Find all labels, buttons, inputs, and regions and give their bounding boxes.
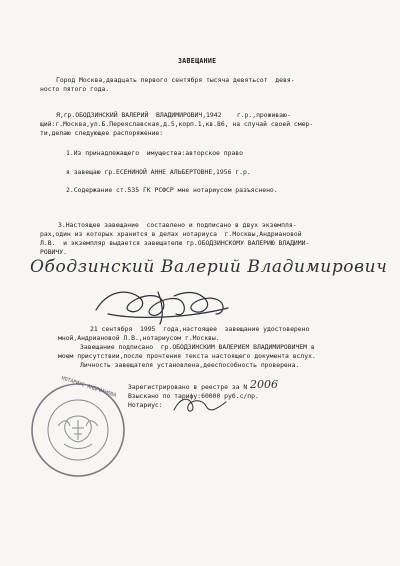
testator-signature <box>88 280 238 328</box>
certification-line-5: Личность завещателя установлена,дееспособность проверена. <box>80 361 300 369</box>
seal-text: НОТАРИУС АНДРИАНОВА <box>60 375 117 399</box>
registry-number-handwritten: 2006 <box>250 378 278 391</box>
certification-line-4: моем присутствии,после прочтения текста настоящего документа вслух. <box>58 352 316 360</box>
item-3-line-4: РОВИЧУ. <box>40 248 67 256</box>
document-title: ЗАВЕЩАНИЕ <box>178 57 217 65</box>
testator-line-1: Я,гр.ОБОДЗИНСКИЙ ВАЛЕРИЙ ВЛАДИМИРОВИЧ,1942 г.р.,проживаю- <box>56 111 291 119</box>
fee-line: Взыскано по тарифу:60000 руб.с/пр. <box>128 392 259 400</box>
certification-line-2: мной,Андриановой Л.В.,нотариусом г.Москвы. <box>58 334 220 342</box>
item-2: 2.Содержание ст.535 ГК РСФСР мне нотариусом разъяснено. <box>66 186 278 194</box>
certification-line-1: 21 сентября 1995 года,настоящее завещание удостоверено <box>90 325 310 333</box>
item-1: 1.Из принадлежащего имущества:авторское право <box>66 149 243 157</box>
intro-line-1: Город Москва,двадцать первого сентября тысяча девятьсот девя- <box>56 76 295 84</box>
item-3-line-1: 3.Настоящее завещание составлено и подписано в двух экземпля- <box>58 221 297 229</box>
item-1-bequest: я завещаю гр.ЕСЕНИНОЙ АННЕ АЛЬБЕРТОВНЕ,1956 г.р. <box>66 168 251 176</box>
registry-line: Зарегистрировано в реестре за N <box>128 383 248 391</box>
notary-label: Нотариус: <box>128 401 163 409</box>
notary-signature <box>170 392 230 418</box>
handwritten-full-name: Ободзинский Валерий Владимирович <box>30 257 388 277</box>
testator-line-3: ти,делаю следующее распоряжение: <box>40 129 164 137</box>
testator-line-2: щий:г.Москва,ул.Б.Переяславская,д.5,корп.1,кв.86, на случай своей смер- <box>40 120 314 128</box>
intro-line-2: ностo пятого года. <box>40 85 110 93</box>
certification-line-3: Завещание подписано гр.ОБОДЗИНСКИМ ВАЛЕРИЕМ ВЛАДИМИРОВИЧЕМ в <box>80 343 315 351</box>
item-3-line-3: Л.В. и экземпляр выдается завещателю гр.ОБОДЗИНСКОМУ ВАЛЕРИЮ ВЛАДИМИ- <box>40 239 310 247</box>
item-3-line-2: рах,один из которых хранится в делах нотариуса г.Москвы,Андриановой <box>40 230 302 238</box>
